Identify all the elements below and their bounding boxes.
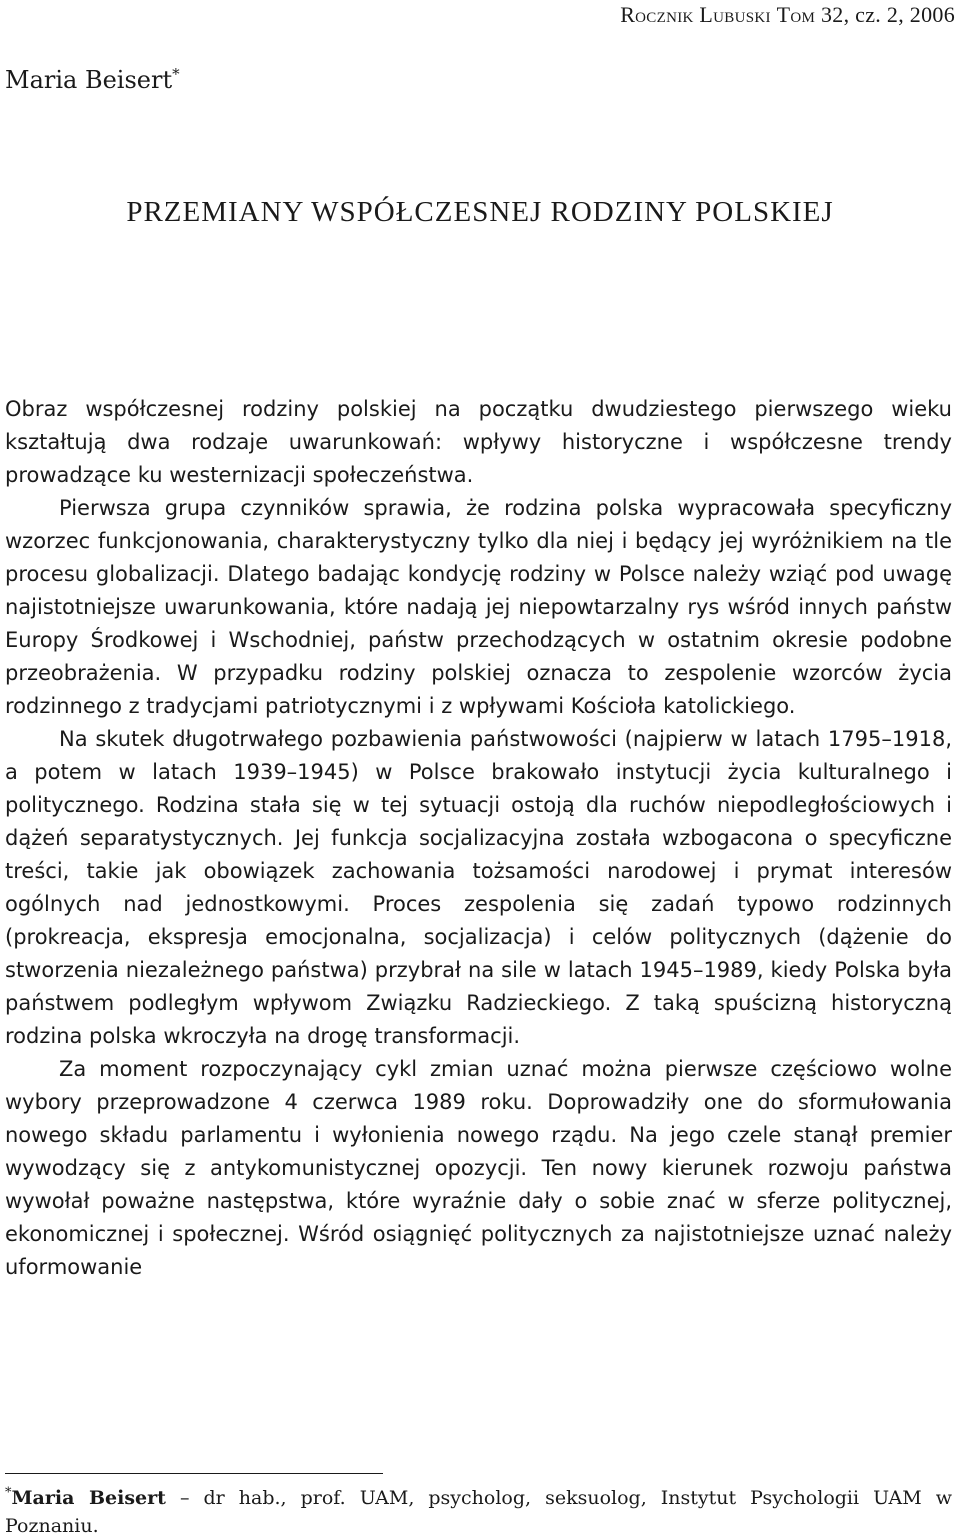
volume-prefix: Tom (776, 2, 816, 27)
author-name: Maria Beisert (5, 66, 173, 94)
paragraph-3: Na skutek długotrwałego pozbawienia państwowości (najpierw w latach 1795–1918, a potem w latach 1939–1945) w Polsce brakowało instytucji życia kulturalnego i politycznego. Rodzina stała się w tej sytuacji ostoją dla ruchów niepodległościowych i dążeń separatystycznych. Jej funkcja socjalizacyjna została wzbogacona o specyficzne treści, takie jak obowiązek zachowania tożsamości narodowej i prymat interesów ogólnych nad jednostkowymi. Proces zespolenia się zadań typowo rodzinnych (prokreacja, ekspresja emocjonalna, socjalizacja) i celów politycznych (dążenie do stworzenia niezależnego państwa) przybrał na sile w latach 1945–1989, kiedy Polska była państwem podległym wpływom Związku Radzieckiego. Z taką spuścizną historyczną rodzina polska wkroczyła na drogę transformacji. (5, 727, 952, 1048)
article-body (5, 393, 952, 1284)
footnote-divider (5, 1473, 383, 1474)
footnote-marker: * (5, 1485, 12, 1501)
journal-name: Rocznik Lubuski (620, 2, 771, 27)
footnote-author-name: Maria Beisert (11, 1487, 166, 1509)
paragraph-4: Za moment rozpoczynający cykl zmian uznać można pierwsze częściowo wolne wybory przeprowadzone 4 czerwca 1989 roku. Doprowadziły one do sformułowania nowego składu parlamentu i wyłonienia nowego rządu. Na jego czele stanął premier wywodzący się z antykomunistycznej opozycji. Ten nowy kierunek rozwoju państwa wywołał poważne następstwa, które wyraźnie dały o sobie znać w sferze politycznej, ekonomicznej i społecznej. Wśród osiągnięć politycznych za najistotniejsze uznać należy uformowanie (5, 1057, 952, 1279)
paragraph-2: Pierwsza grupa czynników sprawia, że rodzina polska wypracowała specyficzny wzorzec funkcjonowania, charakterystyczny tylko dla niej i będący jej wyróżnikiem na tle procesu globalizacji. Dlatego badając kondycję rodziny w Polsce należy wziąć pod uwagę najistotniejsze uwarunkowania, które nadają jej niepowtarzalny rys wśród innych państw Europy Środkowej i Wschodniej, państw przechodzących w ostatnim okresie podobne przeobrażenia. W przypadku rodziny polskiej oznacza to zespolenie wzorców życia rodzinnego z tradycjami patriotycznymi i z wpływami Kościoła katolickiego. (5, 496, 952, 718)
author-footnote-marker: * (172, 65, 180, 83)
footnote (5, 1484, 952, 1540)
author-line (5, 66, 180, 94)
paragraph-1: Obraz współczesnej rodziny polskiej na początku dwudziestego pierwszego wieku kształtują dwa rodzaje uwarunkowań: wpływy historyczne i współczesne trendy prowadzące ku westernizacji społeczeństwa. (5, 397, 952, 487)
running-head (0, 2, 955, 28)
volume-info: 32, cz. 2, 2006 (820, 2, 955, 27)
footnote-text: – dr hab., prof. UAM, psycholog, seksuolog, Instytut Psychologii UAM w Poznaniu. (5, 1487, 953, 1537)
article-title: PRZEMIANY WSPÓŁCZESNEJ RODZINY POLSKIEJ (126, 196, 834, 228)
